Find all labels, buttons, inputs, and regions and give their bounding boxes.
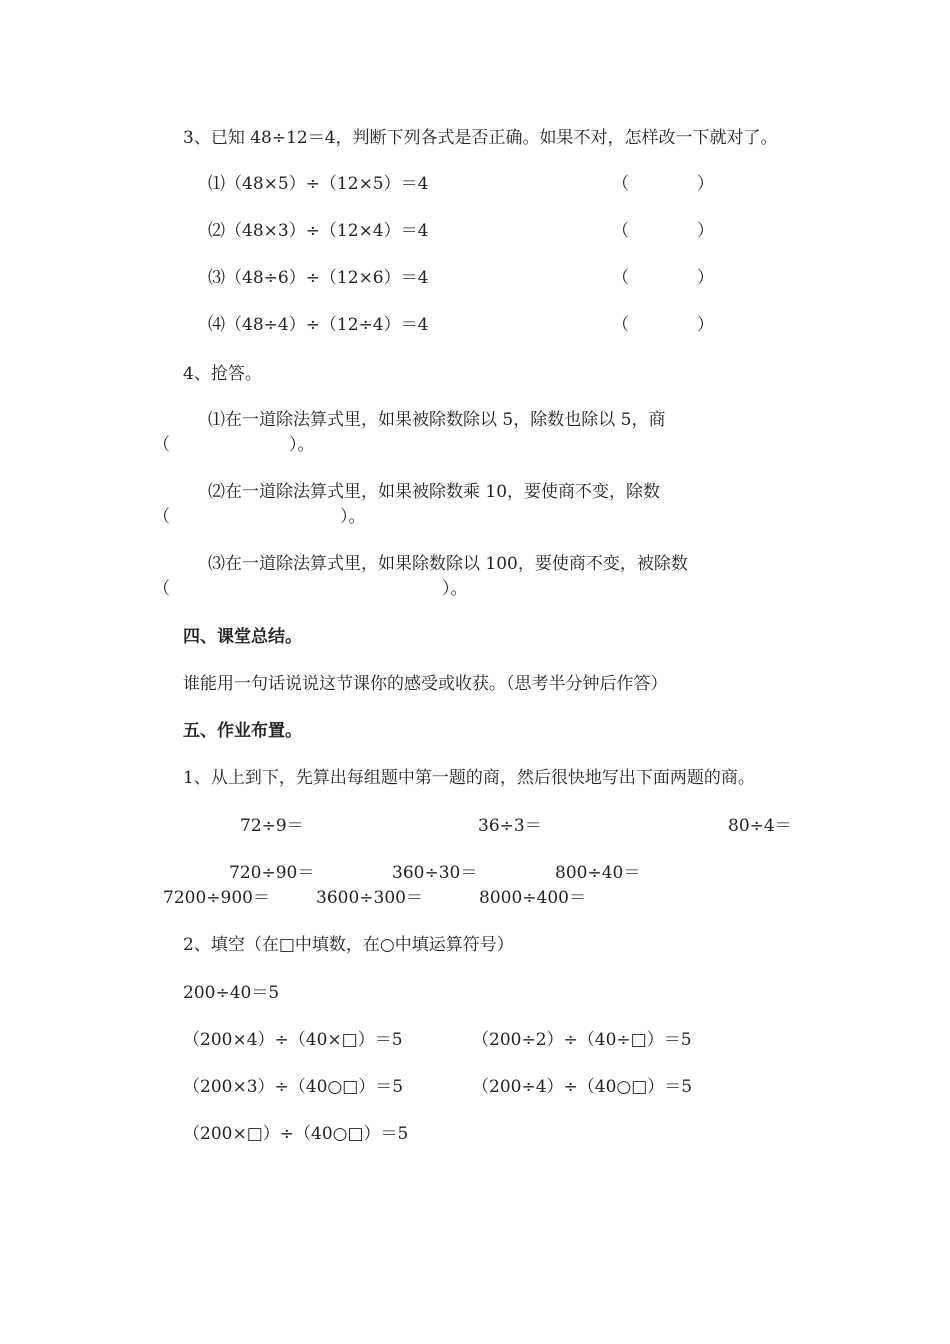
hw2-row2-item2: （200÷4）÷（40○□）＝5: [472, 1077, 693, 1097]
hw2-row3-item1: （200×□）÷（40○□）＝5: [183, 1124, 409, 1144]
section-5-heading: 五、作业布置。: [183, 721, 302, 741]
q4-item-2-line1: ⑵在一道除法算式里，如果被除数乘 10，要使商不变，除数: [208, 482, 661, 502]
hw1-row3-item1: 7200÷900＝: [163, 888, 270, 908]
hw1-row2-item2: 360÷30＝: [392, 863, 478, 883]
hw2-given-equation: 200÷40＝5: [183, 983, 280, 1003]
q4-item-3-line1: ⑶在一道除法算式里，如果除数除以 100，要使商不变，被除数: [208, 554, 688, 574]
q4-item-1-line1: ⑴在一道除法算式里，如果被除数除以 5，除数也除以 5，商: [208, 410, 666, 430]
hw1-row1-item2: 36÷3＝: [478, 816, 542, 836]
section-4-text: 谁能用一句话说说这节课你的感受或收获。（思考半分钟后作答）: [183, 674, 668, 694]
q4-item-2-blank: （ ）。: [153, 507, 366, 527]
hw1-row2-item3: 800÷40＝: [555, 863, 641, 883]
section-4-heading: 四、课堂总结。: [183, 627, 302, 647]
q3-answer-paren-3: （ ）: [612, 268, 714, 288]
hw1-row1-item1: 72÷9＝: [240, 816, 304, 836]
hw1-row3-item3: 8000÷400＝: [479, 888, 586, 908]
q3-answer-paren-2: （ ）: [612, 221, 714, 241]
question-3-title: 3、已知 48÷12＝4，判断下列各式是否正确。如果不对，怎样改一下就对了。: [183, 128, 778, 148]
q4-item-3-blank: （ ）。: [153, 579, 468, 599]
q3-expression-3: ⑶（48÷6）÷（12×6）＝4: [208, 268, 429, 288]
hw1-row2-item1: 720÷90＝: [229, 863, 315, 883]
q3-expression-4: ⑷（48÷4）÷（12÷4）＝4: [208, 315, 429, 335]
q4-item-1-blank: （ ）。: [153, 435, 315, 455]
q3-answer-paren-1: （ ）: [612, 174, 714, 194]
hw2-row1-item1: （200×4）÷（40×□）＝5: [183, 1030, 403, 1050]
hw2-row1-item2: （200÷2）÷（40÷□）＝5: [472, 1030, 692, 1050]
hw2-row2-item1: （200×3）÷（40○□）＝5: [183, 1077, 404, 1097]
homework-1-title: 1、从上到下，先算出每组题中第一题的商，然后很快地写出下面两题的商。: [183, 768, 755, 788]
q3-expression-2: ⑵（48×3）÷（12×4）＝4: [208, 221, 429, 241]
question-4-title: 4、抢答。: [183, 364, 262, 384]
q3-answer-paren-4: （ ）: [612, 315, 714, 335]
homework-2-title: 2、填空（在□中填数，在○中填运算符号）: [183, 935, 514, 955]
hw1-row3-item2: 3600÷300＝: [316, 888, 423, 908]
q3-expression-1: ⑴（48×5）÷（12×5）＝4: [208, 174, 429, 194]
hw1-row1-item3: 80÷4＝: [728, 816, 792, 836]
